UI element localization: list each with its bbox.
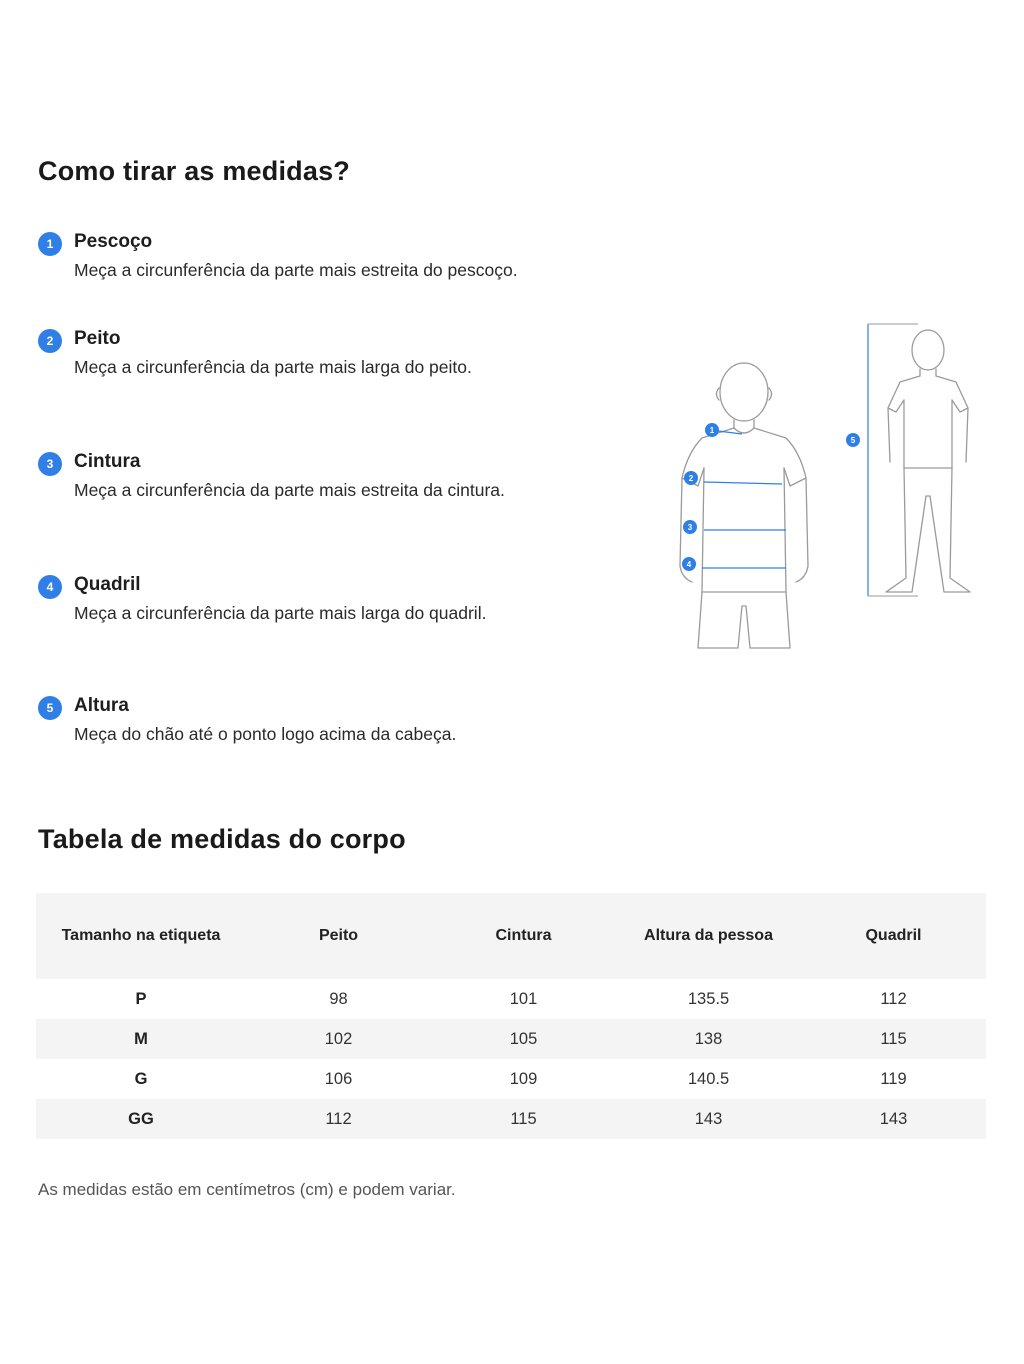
- cell-height: 135.5: [616, 979, 801, 1019]
- step-title: Pescoço: [74, 231, 153, 252]
- cell-waist: 101: [431, 979, 616, 1019]
- step-number-badge: 3: [38, 452, 62, 476]
- step-number-badge: 1: [38, 232, 62, 256]
- header-waist: Cintura: [431, 893, 616, 979]
- cell-chest: 112: [246, 1099, 431, 1139]
- size-table-title: Tabela de medidas do corpo: [38, 824, 406, 854]
- table-header-row: [36, 893, 986, 979]
- marker-label: 2: [688, 474, 694, 483]
- measurement-figure-illustration: [672, 316, 992, 656]
- cell-hip: 112: [801, 979, 986, 1019]
- step-title: Altura: [74, 695, 129, 716]
- front-figure-icon: [680, 363, 808, 648]
- cell-size: G: [36, 1059, 246, 1099]
- step-title: Cintura: [74, 451, 141, 472]
- table-row: [36, 1019, 986, 1059]
- cell-chest: 98: [246, 979, 431, 1019]
- header-size: Tamanho na etiqueta: [36, 893, 246, 979]
- measurement-footnote: As medidas estão em centímetros (cm) e podem variar.: [38, 1180, 456, 1199]
- step-number-badge: 2: [38, 329, 62, 353]
- cell-height: 140.5: [616, 1059, 801, 1099]
- cell-chest: 106: [246, 1059, 431, 1099]
- header-height: Altura da pessoa: [616, 893, 801, 979]
- step-description: Meça a circunferência da parte mais estreita do pescoço.: [74, 260, 518, 280]
- cell-chest: 102: [246, 1019, 431, 1059]
- marker-label: 5: [850, 436, 856, 445]
- cell-height: 138: [616, 1019, 801, 1059]
- cell-hip: 143: [801, 1099, 986, 1139]
- step-description: Meça a circunferência da parte mais estreita da cintura.: [74, 480, 505, 500]
- how-to-measure-title: Como tirar as medidas?: [38, 156, 350, 186]
- cell-size: GG: [36, 1099, 246, 1139]
- cell-waist: 105: [431, 1019, 616, 1059]
- step-number-badge: 5: [38, 696, 62, 720]
- step-title: Quadril: [74, 574, 141, 595]
- cell-size: M: [36, 1019, 246, 1059]
- header-hip: Quadril: [801, 893, 986, 979]
- marker-label: 4: [686, 560, 692, 569]
- step-description: Meça a circunferência da parte mais larga do quadril.: [74, 603, 487, 623]
- header-chest: Peito: [246, 893, 431, 979]
- measurement-markers: [682, 423, 860, 571]
- step-title: Peito: [74, 328, 121, 349]
- cell-hip: 115: [801, 1019, 986, 1059]
- marker-label: 3: [687, 523, 693, 532]
- table-row: [36, 1059, 986, 1099]
- cell-height: 143: [616, 1099, 801, 1139]
- cell-waist: 109: [431, 1059, 616, 1099]
- step-description: Meça do chão até o ponto logo acima da cabeça.: [74, 724, 457, 744]
- cell-hip: 119: [801, 1059, 986, 1099]
- table-row: [36, 1099, 986, 1139]
- step-description: Meça a circunferência da parte mais larga do peito.: [74, 357, 472, 377]
- marker-label: 1: [709, 426, 715, 435]
- side-figure-icon: [886, 330, 970, 592]
- table-row: [36, 979, 986, 1019]
- size-table: [36, 893, 986, 1139]
- cell-waist: 115: [431, 1099, 616, 1139]
- cell-size: P: [36, 979, 246, 1019]
- step-number-badge: 4: [38, 575, 62, 599]
